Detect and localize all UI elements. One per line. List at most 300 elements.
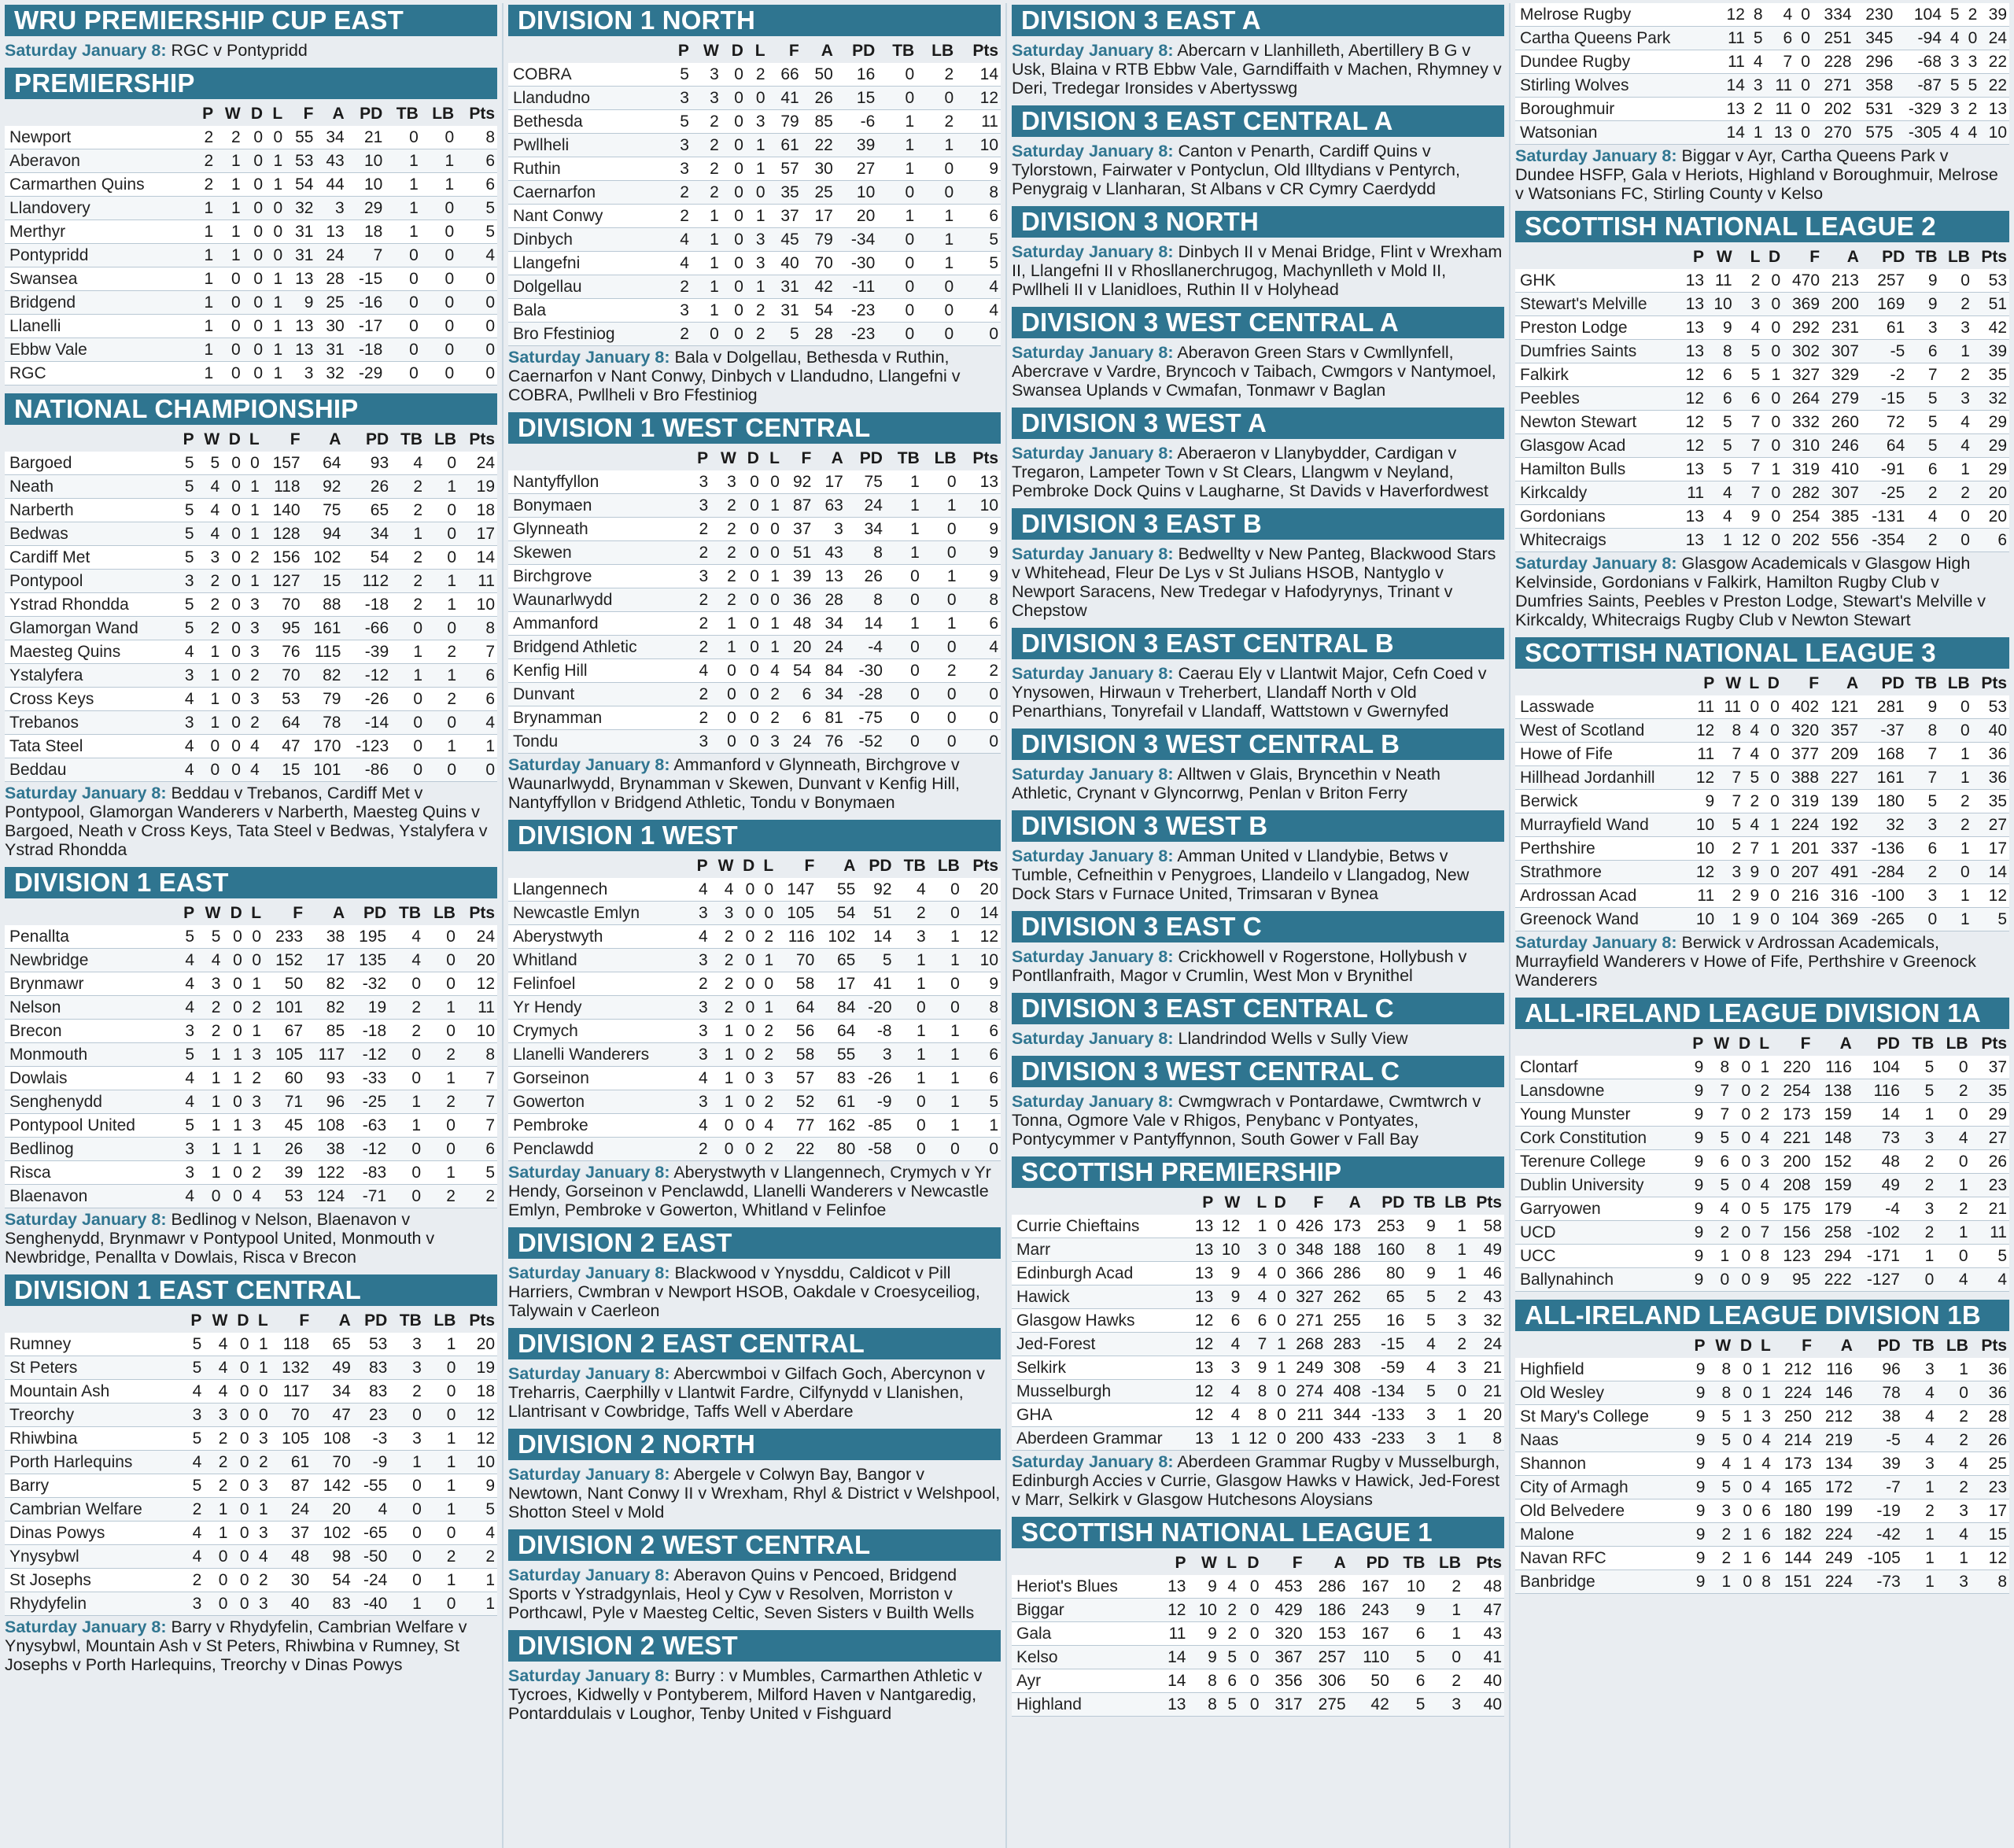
table-row [1515, 1452, 2009, 1476]
stat-cell: 2 [689, 518, 711, 541]
stat-cell: 1 [710, 1043, 736, 1067]
league-title: DIVISION 2 EAST CENTRAL [508, 1328, 1001, 1359]
stat-cell: 10 [347, 149, 385, 173]
team-column-header [1012, 1553, 1157, 1575]
stat-cell: 1 [252, 1498, 271, 1522]
stat-cell: 3 [1944, 50, 1962, 74]
stat-cell: 5 [1706, 411, 1735, 434]
stat-cell: 1 [391, 664, 425, 688]
stat-cell: 4 [1747, 50, 1765, 74]
stat-cell: 13 [1189, 1285, 1215, 1309]
team-name: Rumney [5, 1333, 184, 1356]
stat-cell: 180 [1773, 1499, 1814, 1523]
stat-cell: 2 [1936, 1197, 1970, 1221]
table-row [1515, 1405, 2009, 1429]
stat-cell: 17 [813, 470, 845, 494]
column-header: L [1761, 1337, 1771, 1355]
stat-cell: 0 [423, 1138, 458, 1161]
stat-cell: 159 [1813, 1103, 1854, 1127]
stat-cell: 1 [194, 291, 216, 315]
team-column-header [1515, 1034, 1686, 1056]
stat-cell: 0 [1936, 1103, 1970, 1127]
team-name: Stirling Wolves [1515, 74, 1717, 98]
stat-cell: 147 [776, 878, 817, 902]
team-name: Watsonian [1515, 121, 1717, 145]
league-title: DIVISION 1 NORTH [508, 5, 1001, 36]
league-title: DIVISION 2 NORTH [508, 1429, 1001, 1460]
stat-cell: 0 [710, 1114, 736, 1138]
team-name: COBRA [508, 63, 669, 87]
stat-cell: 49 [1469, 1238, 1504, 1262]
stat-cell: 1 [1215, 1427, 1242, 1451]
stat-cell: 7 [1242, 1333, 1269, 1356]
stat-cell: 58 [1469, 1215, 1504, 1238]
stat-cell: 2 [762, 683, 782, 706]
table-row [1515, 1429, 2009, 1452]
team-name: Bedwas [5, 522, 176, 546]
stat-cell: 4 [1743, 743, 1761, 766]
team-name: Ayr [1012, 1669, 1157, 1693]
team-name: Boroughmuir [1515, 98, 1717, 121]
stat-cell: 1 [245, 972, 264, 996]
stat-cell: 3 [184, 1592, 205, 1616]
stat-cell: 0 [389, 1185, 423, 1208]
column-header: F [1802, 1337, 1812, 1355]
stat-cell: 0 [222, 593, 243, 617]
stat-cell: 0 [736, 1043, 757, 1067]
stat-cell: 51 [858, 902, 894, 925]
stat-cell: 142 [312, 1474, 353, 1498]
stat-cell: 160 [1363, 1238, 1407, 1262]
stat-cell: 65 [312, 1333, 353, 1356]
stat-cell: 4 [197, 522, 223, 546]
stat-cell: 23 [1971, 1476, 2009, 1499]
stat-cell: 7 [1735, 481, 1763, 505]
stat-cell: 0 [721, 134, 746, 157]
stat-cell: 5 [669, 110, 692, 134]
stat-cell: 1 [265, 338, 285, 362]
stat-cell: 3 [1907, 884, 1939, 908]
stat-cell: 0 [425, 499, 459, 522]
stat-cell: 51 [782, 541, 813, 565]
column-header: W [1716, 248, 1732, 266]
fixture-date-label: Saturday January 8: [1012, 847, 1174, 865]
stat-cell: 7 [1717, 766, 1743, 790]
stat-cell: 7 [1907, 743, 1939, 766]
column-header: LB [937, 857, 960, 875]
stat-cell: 5 [1219, 1693, 1239, 1717]
stat-cell: 38 [305, 925, 347, 949]
stat-cell: 3 [858, 1043, 894, 1067]
league-title: SCOTTISH NATIONAL LEAGUE 1 [1012, 1517, 1504, 1548]
stat-cell: 0 [757, 902, 776, 925]
stat-cell: 0 [739, 683, 762, 706]
stat-cell: 15 [835, 87, 877, 110]
stat-cell: 9 [1215, 1262, 1242, 1285]
stat-cell: 2 [1438, 1285, 1469, 1309]
stat-cell: 2 [1707, 1523, 1733, 1547]
table-row [508, 588, 1001, 612]
team-name: Cross Keys [5, 688, 176, 711]
stat-cell: 4 [184, 1451, 205, 1474]
stat-cell: 0 [223, 1020, 244, 1043]
stat-cell: 4 [184, 1380, 205, 1404]
stat-cell: 0 [197, 758, 223, 782]
stat-cell: 274 [1289, 1380, 1326, 1404]
team-name: Beddau [5, 758, 176, 782]
stat-cell: 6 [458, 1138, 497, 1161]
stat-cell: 0 [1762, 340, 1783, 363]
stat-cell: 357 [1821, 719, 1861, 743]
stat-cell: 402 [1782, 695, 1821, 719]
stat-cell: 1 [425, 475, 459, 499]
stat-cell: 5 [176, 522, 196, 546]
stat-cell: 6 [1907, 340, 1939, 363]
stat-cell: 209 [1821, 743, 1861, 766]
stat-cell: 7 [1907, 363, 1939, 387]
stat-cell: 1 [385, 220, 420, 244]
stat-cell: 159 [1813, 1174, 1854, 1197]
stat-cell: 3 [245, 1090, 264, 1114]
fixture-date-label: Saturday January 8: [1515, 146, 1677, 165]
stat-cell: 0 [421, 291, 456, 315]
team-name: Kirkcaldy [1515, 481, 1678, 505]
stat-cell: 310 [1783, 434, 1822, 458]
stat-cell: 3 [689, 494, 711, 518]
table-row [508, 878, 1001, 902]
stat-cell: 0 [959, 706, 1001, 730]
stat-cell: 207 [1782, 861, 1821, 884]
team-name: Risca [5, 1161, 176, 1185]
stat-cell: 14 [1972, 861, 2009, 884]
stat-cell: 13 [1189, 1215, 1215, 1238]
stat-cell: 4 [757, 1114, 776, 1138]
stat-cell: 108 [312, 1427, 353, 1451]
column-header: L [272, 105, 283, 123]
league-title: DIVISION 2 WEST CENTRAL [508, 1529, 1001, 1561]
stat-cell: 5 [669, 63, 692, 87]
stat-cell: 0 [877, 87, 917, 110]
stat-cell: 6 [1907, 458, 1939, 481]
stat-cell: 4 [176, 1067, 197, 1090]
stat-cell: 0 [216, 362, 243, 385]
stat-cell: 0 [391, 758, 425, 782]
stat-cell: 0 [922, 730, 959, 754]
team-name: Ynysybwl [5, 1545, 184, 1569]
fixture-date-label: Saturday January 8: [5, 784, 167, 802]
fixture-date-label: Saturday January 8: [1012, 41, 1174, 60]
column-header: PD [1877, 1337, 1901, 1355]
stat-cell: 1 [216, 173, 243, 197]
stat-cell: 4 [184, 1545, 205, 1569]
stat-cell: 0 [222, 452, 243, 475]
stat-cell: 4 [389, 925, 423, 949]
stat-cell: 116 [776, 925, 817, 949]
stat-cell: 52 [776, 1090, 817, 1114]
table-row [5, 996, 497, 1020]
stat-cell: 5 [458, 1161, 497, 1185]
stat-cell: 2 [423, 1090, 458, 1114]
stat-cell: 7 [347, 244, 385, 267]
stat-cell: 48 [271, 1545, 312, 1569]
stat-cell: 48 [782, 612, 813, 636]
stat-cell: 249 [1814, 1547, 1855, 1570]
stat-cell: 4 [1215, 1380, 1242, 1404]
stat-cell: 2 [1937, 1405, 1971, 1429]
stat-cell: 2 [458, 1545, 497, 1569]
stat-cell: 3 [389, 1333, 424, 1356]
stat-cell: 58 [776, 1043, 817, 1067]
league-section-division-3-east-central-b [1012, 628, 1504, 721]
stat-cell: 34 [343, 522, 391, 546]
table-row [5, 452, 497, 475]
stat-cell: 9 [1686, 1103, 1706, 1127]
stat-cell: 2 [710, 588, 739, 612]
stat-cell: 3 [669, 299, 692, 323]
stat-cell: 9 [1686, 1174, 1706, 1197]
stat-cell: 5 [1944, 74, 1962, 98]
team-column-header [1515, 1336, 1688, 1358]
column-header: TB [1413, 1193, 1436, 1212]
stat-cell: 25 [1971, 1452, 2009, 1476]
team-name: Birchgrove [508, 565, 689, 588]
stat-cell: 0 [243, 126, 265, 149]
table-row [508, 1067, 1001, 1090]
stat-cell: 0 [421, 362, 456, 385]
stat-cell: 20 [1469, 1404, 1504, 1427]
stat-cell: 0 [243, 291, 265, 315]
fixtures-text [1012, 947, 1504, 985]
stat-cell: 1 [245, 1020, 264, 1043]
table-row [1515, 1056, 2009, 1079]
stat-cell: 6 [956, 205, 1001, 228]
stat-cell: 1 [389, 1114, 423, 1138]
stat-cell: 0 [1239, 1693, 1261, 1717]
stat-cell: 2 [243, 664, 262, 688]
stat-cell: 1 [885, 470, 922, 494]
stat-cell: 48 [1854, 1150, 1902, 1174]
standings-table [508, 41, 1001, 346]
stat-cell: 8 [959, 588, 1001, 612]
stat-cell: 0 [265, 126, 285, 149]
stat-cell: 292 [1783, 316, 1822, 340]
stat-cell: -5 [1855, 1429, 1903, 1452]
stat-cell: 39 [1979, 3, 2009, 27]
fixture-list: Glasgow Academicals v Glasgow High Kelvinside, Gordonians v Falkirk, Hamilton Rugby Club v Dumfries Saints, Peebles v Preston Lodge, Stewart's Melville v Kirkcaldy, Whitecraigs Rugby Club v Newton Stewart [1515, 554, 1986, 629]
stat-cell: 1 [197, 1161, 223, 1185]
stat-cell: 6 [782, 706, 813, 730]
stat-cell: 0 [1762, 411, 1783, 434]
stat-cell: 1 [216, 244, 243, 267]
stat-cell: 1 [458, 1592, 497, 1616]
stat-cell: 24 [1469, 1333, 1504, 1356]
stat-cell: -25 [347, 1090, 389, 1114]
stat-cell: 10 [1215, 1238, 1242, 1262]
stat-cell: 7 [1765, 50, 1795, 74]
stat-cell: 94 [303, 522, 344, 546]
stat-cell: 286 [1305, 1575, 1348, 1599]
team-name: Bridgend [5, 291, 194, 315]
stat-cell: -85 [858, 1114, 894, 1138]
stat-cell: 0 [421, 315, 456, 338]
stat-cell: 1 [1903, 1547, 1937, 1570]
stat-cell: 14 [858, 925, 894, 949]
stat-cell: 2 [757, 1043, 776, 1067]
stat-cell: 1 [1753, 1056, 1772, 1079]
stat-cell: -23 [835, 323, 877, 346]
team-name: Malone [1515, 1523, 1688, 1547]
stat-cell: 3 [245, 1043, 264, 1067]
stat-cell: 214 [1773, 1429, 1814, 1452]
team-name: Perthshire [1515, 837, 1688, 861]
stat-cell: 6 [459, 688, 497, 711]
stat-cell: 0 [1732, 1150, 1753, 1174]
league-title: DIVISION 3 NORTH [1012, 206, 1504, 238]
stat-cell: 4 [1907, 505, 1939, 529]
stat-cell: 65 [343, 499, 391, 522]
column-header: D [1274, 1193, 1286, 1212]
stat-cell: 6 [1754, 1523, 1773, 1547]
stat-cell: 1 [1939, 908, 1972, 931]
team-name: Pontypool United [5, 1114, 176, 1138]
league-title: DIVISION 3 EAST C [1012, 911, 1504, 942]
team-name: Llanelli [5, 315, 194, 338]
stat-cell: 17 [817, 972, 858, 996]
stat-cell: 8 [1469, 1427, 1504, 1451]
team-name: Glamorgan Wand [5, 617, 176, 640]
stat-cell: 1 [423, 996, 458, 1020]
stat-cell: 2 [391, 499, 425, 522]
column-header: P [1202, 1193, 1214, 1212]
table-row [508, 110, 1001, 134]
stat-cell: 53 [353, 1333, 390, 1356]
stat-cell: 5 [456, 197, 497, 220]
stat-cell: 118 [271, 1333, 312, 1356]
stat-cell: 2 [184, 1498, 205, 1522]
table-row [1012, 1238, 1504, 1262]
stat-cell: 0 [265, 244, 285, 267]
stat-cell: 28 [802, 323, 835, 346]
stat-cell: 3 [176, 1020, 197, 1043]
stat-cell: 0 [243, 197, 265, 220]
column-header: L [769, 449, 780, 467]
stat-cell: 7 [1743, 837, 1761, 861]
fixtures-text [1012, 343, 1504, 400]
stat-cell: 116 [1814, 1358, 1855, 1381]
team-name: Newton Stewart [1515, 411, 1678, 434]
stat-cell: 36 [1972, 743, 2009, 766]
stat-cell: 258 [1813, 1221, 1854, 1245]
stat-cell: 3 [285, 362, 315, 385]
stat-cell: 1 [877, 205, 917, 228]
column-header: A [1333, 1554, 1346, 1572]
stat-cell: 0 [1427, 1646, 1463, 1669]
stat-cell: 0 [736, 996, 757, 1020]
stat-cell: 329 [1822, 363, 1861, 387]
league-title: DIVISION 3 WEST A [1012, 408, 1504, 439]
stat-cell: 10 [962, 949, 1001, 972]
stat-cell: 1 [216, 197, 243, 220]
stat-cell: 83 [353, 1380, 390, 1404]
stat-cell: 9 [1743, 861, 1761, 884]
stat-cell: 4 [1735, 316, 1763, 340]
team-name: Highfield [1515, 1358, 1688, 1381]
stat-cell: 0 [1962, 27, 1980, 50]
stat-cell: 9 [1688, 1381, 1707, 1405]
stat-cell: 2 [689, 588, 711, 612]
stat-cell: 4 [959, 636, 1001, 659]
stat-cell: 37 [782, 518, 813, 541]
stat-cell: 1 [922, 612, 959, 636]
stat-cell: 27 [835, 157, 877, 181]
stat-cell: 4 [243, 758, 262, 782]
fixture-date-label: Saturday January 8: [508, 1465, 670, 1484]
stat-cell: 32 [1972, 387, 2009, 411]
team-name: Marr [1012, 1238, 1189, 1262]
team-name: Trebanos [5, 711, 176, 735]
stat-cell: 320 [1782, 719, 1821, 743]
stat-cell: 5 [197, 925, 223, 949]
stat-cell: 3 [176, 711, 196, 735]
stat-cell: 2 [690, 972, 710, 996]
stat-cell: 0 [216, 315, 243, 338]
table-row [1515, 790, 2009, 813]
stat-cell: 4 [389, 949, 423, 972]
stat-cell: 429 [1262, 1599, 1305, 1622]
column-header: P [1694, 1337, 1706, 1355]
stat-cell: 1 [1937, 1547, 1971, 1570]
stat-cell: 146 [1814, 1381, 1855, 1405]
stat-cell: 5 [1407, 1309, 1437, 1333]
fixtures-text [1012, 1092, 1504, 1149]
fixtures-text [5, 1617, 497, 1674]
stat-cell: 1 [757, 949, 776, 972]
stat-cell: 327 [1289, 1285, 1326, 1309]
stat-cell: 1 [917, 205, 956, 228]
stat-cell: 2 [757, 925, 776, 949]
column-header: F [1800, 1035, 1811, 1053]
stat-cell: 0 [1761, 719, 1782, 743]
team-name: Garryowen [1515, 1197, 1686, 1221]
stat-cell: 186 [1305, 1599, 1348, 1622]
table-row [1515, 1547, 2009, 1570]
stat-cell: 2 [197, 593, 223, 617]
stat-cell: 3 [746, 228, 768, 252]
stat-cell: 151 [1773, 1570, 1814, 1594]
stat-cell: -52 [846, 730, 885, 754]
stat-cell: 78 [303, 711, 344, 735]
stat-cell: 3 [197, 972, 223, 996]
stat-cell: 8 [1753, 1245, 1772, 1268]
stat-cell: 29 [347, 197, 385, 220]
stat-cell: 0 [1761, 790, 1782, 813]
stat-cell: 4 [1215, 1404, 1242, 1427]
stat-cell: 4 [1242, 1285, 1269, 1309]
column-header: P [202, 105, 214, 123]
stat-cell: 195 [347, 925, 389, 949]
stat-cell: 17 [459, 522, 497, 546]
stat-cell: 3 [1438, 1356, 1469, 1380]
team-name: Bargoed [5, 452, 176, 475]
stat-cell: 1 [894, 1020, 928, 1043]
stat-cell: 124 [305, 1185, 347, 1208]
table-row [508, 730, 1001, 754]
stat-cell: 96 [305, 1090, 347, 1114]
stat-cell: 3 [746, 252, 768, 275]
column-header: P [677, 42, 689, 60]
stat-cell: 3 [252, 1592, 271, 1616]
stat-cell: 9 [1688, 1429, 1707, 1452]
